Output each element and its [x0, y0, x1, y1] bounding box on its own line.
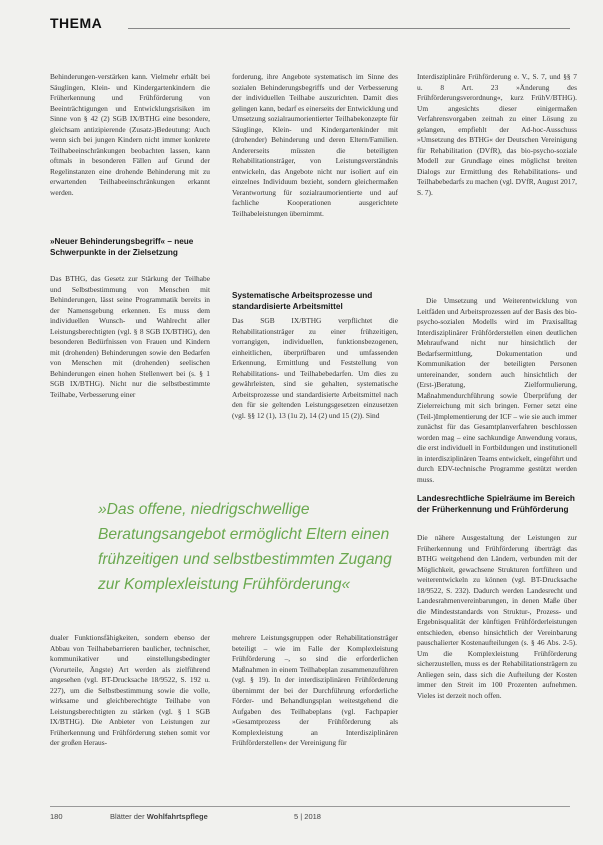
page-header	[50, 15, 570, 35]
column-3-bottom-text	[417, 533, 577, 701]
magazine-title-prefix: Blätter der	[110, 812, 147, 821]
paragraph: mehrere Leistungsgruppen oder Rehabilitationsträger beteiligt – wie im Falle der Komplexleistung Frühförderung –, so sind die erforderlichen Maßnahmen in einem Teilhabeplan zusammenzuführen (vgl. § 19). In der interdisziplinären Frühförderung übernimmt der bei der Durchführung erforderliche Förder- und Behandlungsplan weitestgehend die Aufgaben des Teilhabeplans (vgl. Fachpapier »Gesamtprozess der Frühförderung als Komplexleistung an Interdisziplinären Frühförderstellen« der Vereinigung für	[232, 633, 398, 747]
column-1-bottom-text	[50, 633, 210, 749]
header-rule	[128, 28, 570, 29]
column-3-top-text	[417, 72, 577, 198]
page-number: 180	[50, 812, 63, 821]
paragraph: Das BTHG, das Gesetz zur Stärkung der Teilhabe und Selbstbestimmung von Menschen mit Behinderungen, lässt seine Programmatik bereits in der Namensgebung erkennen. Es muss dem individuellen Wunsch- und Wahlrecht aller Leistungsberechtigten (vgl. § 8 SGB IX/BTHG), den besonderen Bedürfnissen von Frauen und Kindern mit (drohenden) Behinderungen sowie den Bedarfen von Menschen mit (drohenden) seelischen Behinderungen einen hohen Stellenwert bei (s. § 1 SGB IX/BTHG). Nicht nur die selbstbestimmte Teilhabe, Verbesserung einer	[50, 274, 210, 399]
pull-quote: »Das offene, niedrigschwellige Beratungsangebot ermöglicht Eltern einen frühzeitigen und selbstbestimmten Zugang zur Komplexleistung Frühförderung«	[98, 501, 392, 593]
subheading-neuer-behinderungsbegriff: »Neuer Behinderungsbegriff« – neue Schwerpunkte in der Zielsetzung	[50, 237, 194, 257]
paragraph: dualer Funktionsfähigkeiten, sondern ebenso der Abbau von Teilhabebarrieren baulicher, technischer, kommunikativer und einstellungsbedingter (Vorurteile, Ängste) Art werden als zielführend angesehen (vgl. BT-Drucksache 18/9522, S. 192 u. 227), um die Selbstbestimmung sowie die volle, wirksame und gleichberechtigte Teilhabe von Leistungsberechtigten zu stärken (vgl. § 1 SGB IX/BTHG). Die Anbieter von Leistungen zur Früherkennung und Frühförderung stehen somit vor der großen Heraus-	[50, 633, 210, 747]
column-1-top-text	[50, 72, 210, 198]
paragraph: Die nähere Ausgestaltung der Leistungen zur Früherkennung und Frühförderung überträgt das BTHG weitgehend den Ländern, verbunden mit der Möglichkeit, gewachsene Strukturen fortführen und weiterentwickeln zu können (vgl. BT-Drucksache 18/9522, S. 232). Dadurch werden Landesrecht und Landesrahmenvereinbarungen, in denen Maße über die Mindeststandards von Struktur-, Prozess- und Ergebnisqualität der künftigen Frühförderleistungen entschieden, ebenso hinsichtlich der Vereinbarung pauschalierter Kostenaufteilungen (s. § 46 Abs. 2-5). Um die Komplexleistung Frühförderung sicherzustellen, muss es der Rehabilitationsträgern zu Anliegen sein, dass sich die Aufteilung der Kosten immer den Streit im 100 Prozenten aufnehmen. Vieles ist derzeit noch offen.	[417, 533, 577, 700]
column-2-bottom-text	[232, 633, 398, 749]
issue-number: 5 | 2018	[294, 812, 321, 821]
column-2-top-text	[232, 72, 398, 219]
section-label: THEMA	[50, 15, 103, 31]
paragraph: Interdisziplinäre Frühförderung e. V., S. 7, und §§ 7 u. 8 Art. 23 »Änderung des Frühförderungsverordnung«, kurz FrühV/BTHG). Um angesichts dieser einigermaßen Verfahrensvorgaben zeitnah zu einer Lösung zu gelangen, empfiehlt der Ad-hoc-Ausschuss »Umsetzung des BTHG« der Deutschen Vereinigung für Rehabilitation (DVfR), das bio-psycho-soziale Modell zur Grundlage eines möglichst breiten Dialogs zur Ermittlung des Rehabilitations- und Teilhabebedarfs zu machen (vgl. DVfR, August 2017, S. 7).	[417, 72, 577, 197]
subheading-arbeitsprozesse: Systematische Arbeitsprozesse und standardisierte Arbeitsmittel	[232, 291, 373, 311]
paragraph: Behinderungen-verstärken kann. Vielmehr erhält bei Säuglingen, Klein- und Kindergartenkindern die Früherkennung und Frühförderung von Beeinträchtigungen und Entwicklungsrisiken im Sinne von § 42 (2) SGB IX/BTHG eine besondere, gleichsam antizipierende (Zusatz-)Bedeutung: Auch wenn sich bei jungen Kindern nicht immer konkrete Teilhabeeinschränkungen beobachten lassen, kann oftmals in besonderen Fällen auf Grund der Regelinstanzen eine drohende Behinderung mit zu erwartenden Teilhabeeinschränkungen erkannt werden.	[50, 72, 210, 197]
magazine-title-bold: Wohlfahrtspflege	[146, 812, 208, 821]
column-1-mid-text	[50, 274, 210, 400]
page-footer	[50, 812, 570, 824]
column-3-mid-text	[417, 296, 577, 485]
footer-rule	[50, 806, 570, 807]
paragraph: forderung, ihre Angebote systematisch im Sinne des sozialen Behinderungsbegriffs und der Verbesserung der individuellen Teilhabe auszurichten. Damit dies gelingen kann, bedarf es einerseits der Entwicklung und Umsetzung sozialraumorientierter Teilhabekonzepte für Säuglinge, Klein- und Kindergartenkinder mit (drohender) Behinderung und deren Eltern/Familien. Andererseits müssten die beteiligten Rehabilitationsträger, von Leistungsverständnis entwickeln, das Angebote nicht nur isoliert auf ein einzelnes Individuum bezieht, sondern gleichermaßen Verantwortung für sozialraumorientierte und auf fachliche Kooperationen ausgerichtete Teilhabeleistungen übernimmt.	[232, 72, 398, 218]
magazine-title	[110, 812, 208, 821]
paragraph: Die Umsetzung und Weiterentwicklung von Leitfäden und Arbeitsprozessen auf der Basis des bio-psycho-sozialen Modells wird im Praxisalltag Interdisziplinärer Frühförderstellen einen deutlichen Mehraufwand nicht nur hinsichtlich der Bedarfsermittlung, Dokumentation und Kommunikation der beteiligten Personen untereinander, sondern auch hinsichtlich der (Erst-)Beratung, Zielformulierung, Maßnahmendurchführung sowie Überprüfung der Zielerreichung mit sich bringen. Ferner setzt eine (Teil-)Implementierung der ICF – wie sie auch immer zunächst für das Gesamtplanverfahren beschlossen worden mag – eine sachkundige Anwendung voraus, die erst individuell in Fortbildungen und institutionell in interdisziplinären Teams entwickelt, eingeführt und durch EDV-technische Programme gestützt werden muss.	[417, 296, 577, 484]
subheading-landesrechtliche-spielraeume: Landesrechtliche Spielräume im Bereich der Früherkennung und Frühförderung	[417, 494, 575, 514]
column-2-mid-text	[232, 316, 398, 421]
paragraph: Das SGB IX/BTHG verpflichtet die Rehabilitationsträger zu einer frühzeitigen, vorrangigen, individuellen, funktionsbezogenen, einheitlichen, überprüfbaren und umfassenden Erkennung, Ermittlung und Feststellung von Rehabilitations- und Teilhabebedarfen. Um dies zu gewährleisten, sind sie gehalten, systematische Arbeitsprozesse und standardisierte Arbeitsmittel nach den für sie geltenden Leistungsgesetzen einzusetzen (vgl. §§ 12 (1), 13 (1u 2), 14 (2) und 15 (2)). Sind	[232, 316, 398, 420]
